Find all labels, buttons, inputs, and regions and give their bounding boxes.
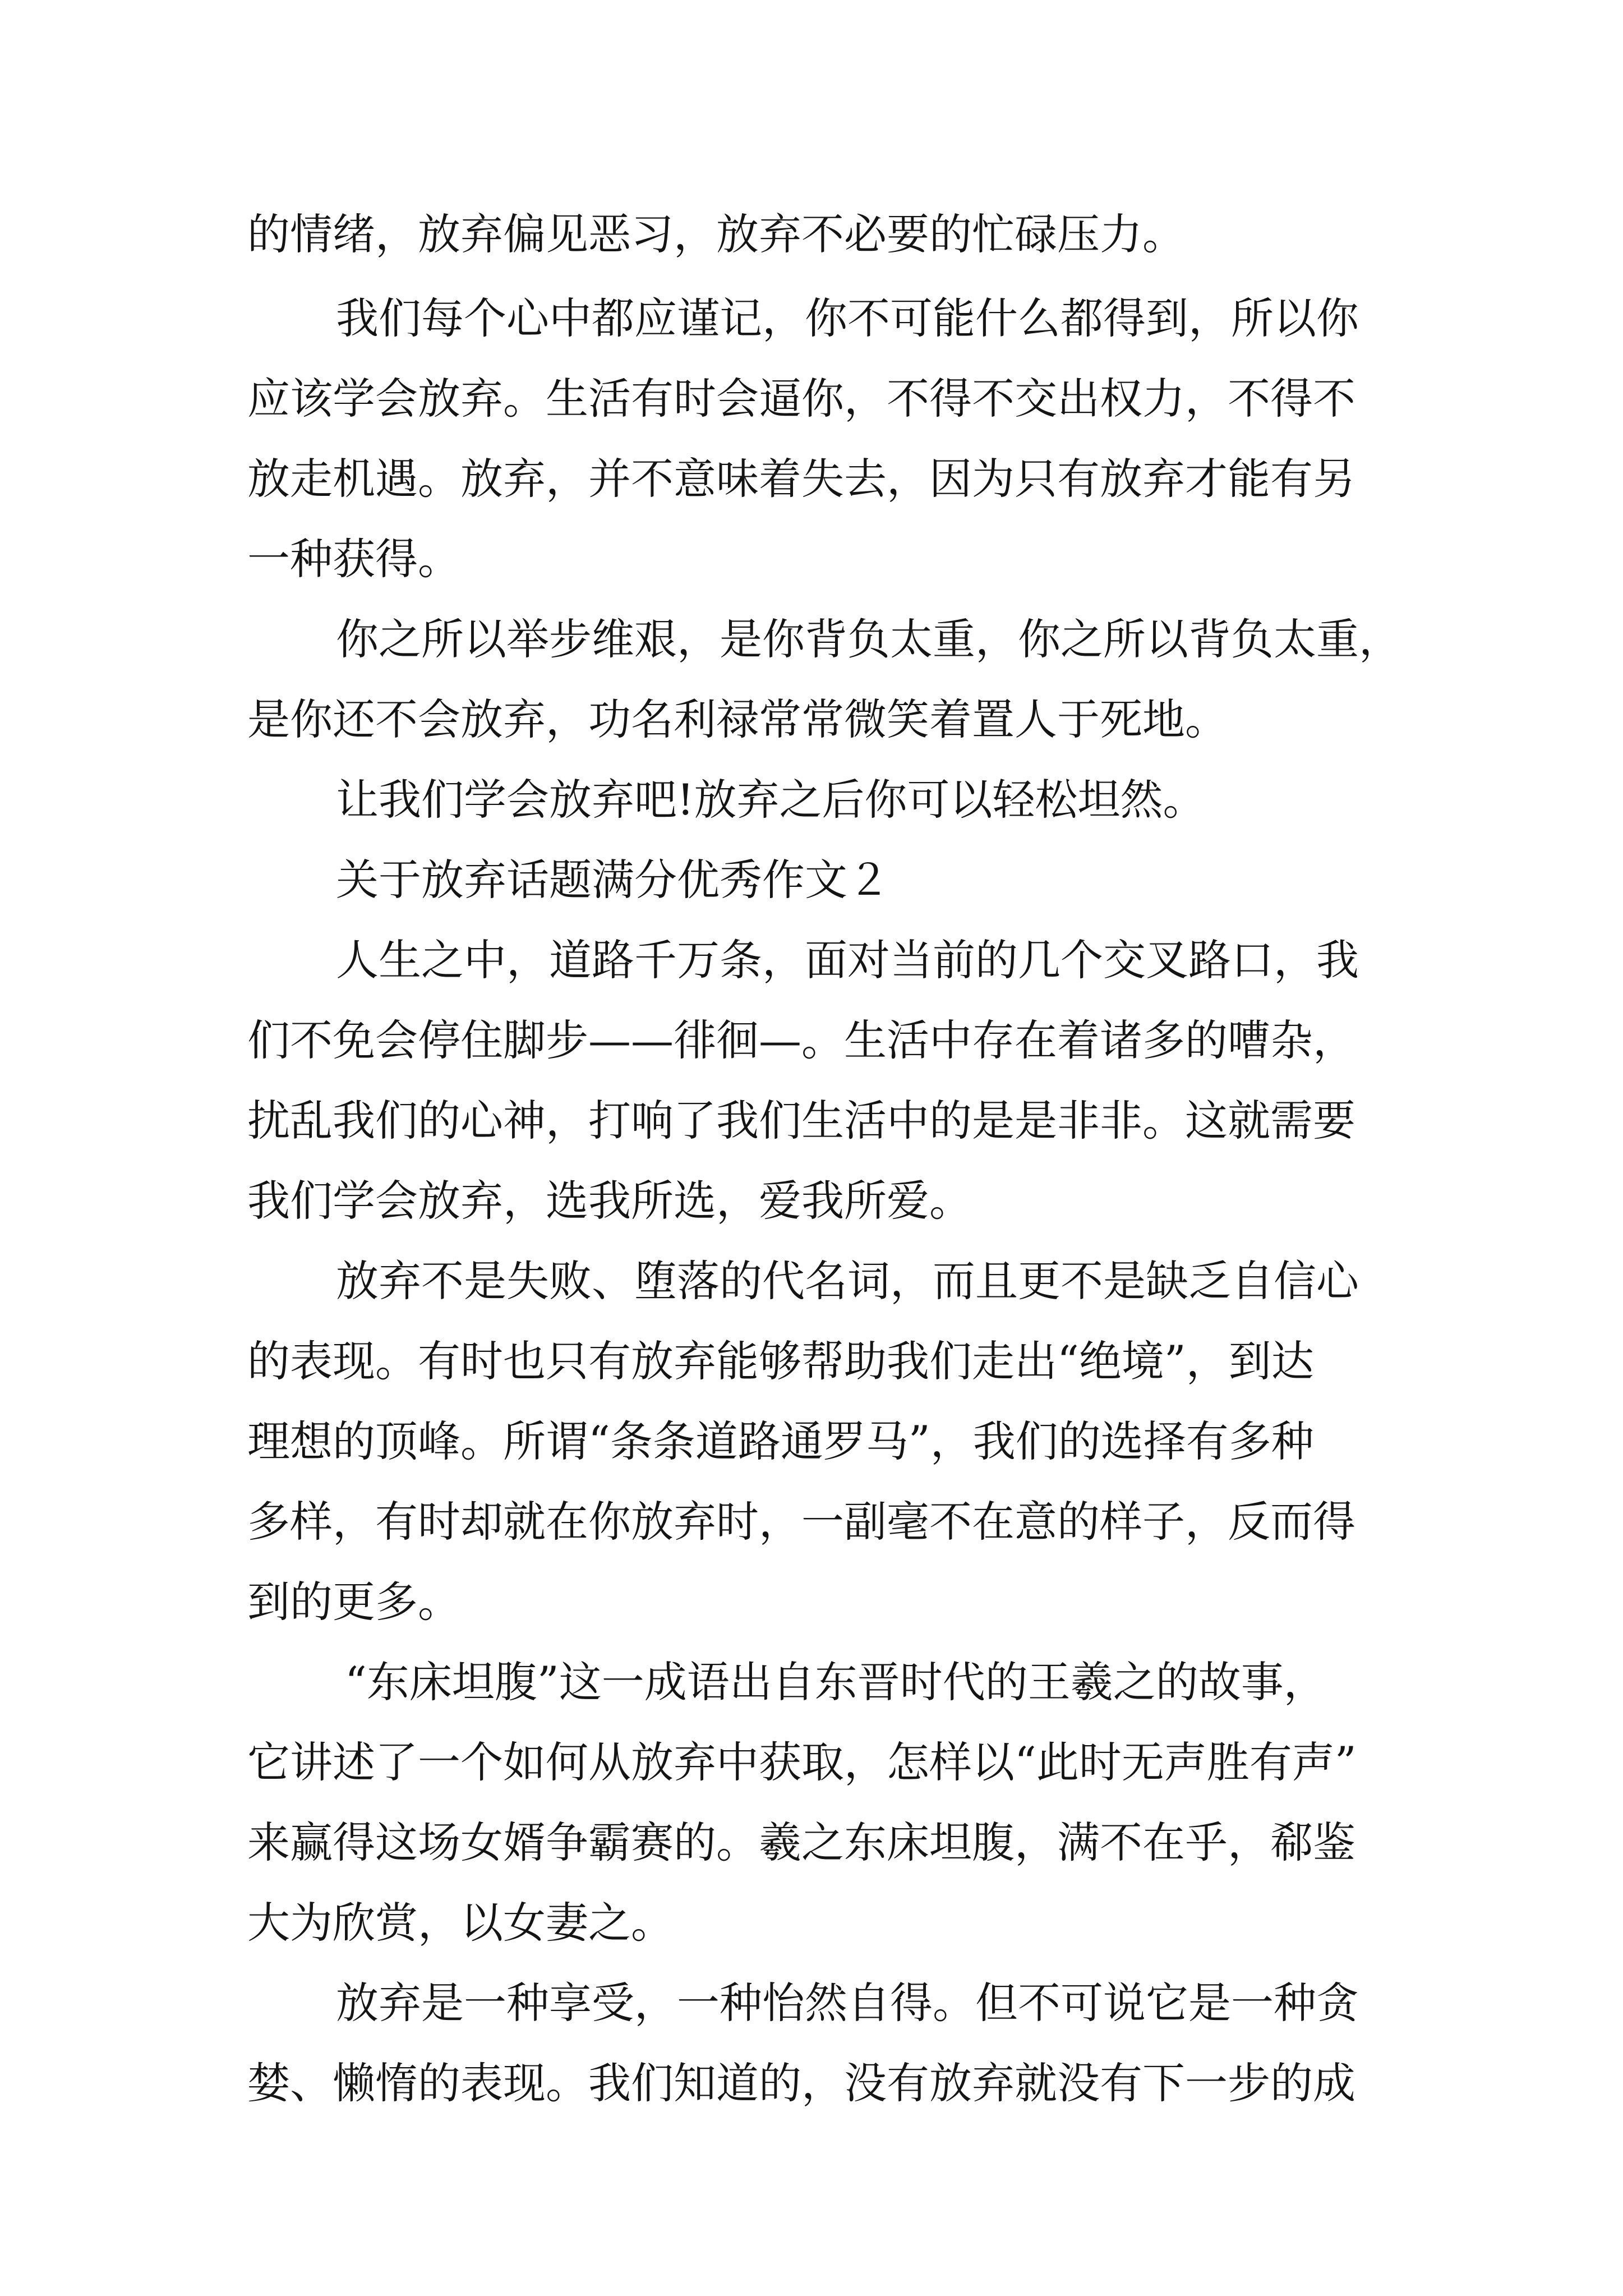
- paragraph-start-line: 你之所以举步维艰，是你背负太重，你之所以背负太重，: [336, 614, 1401, 664]
- paragraph-start-line: 让我们学会放弃吧!放弃之后你可以轻松坦然。: [336, 775, 1206, 825]
- text-line: 多样，有时却就在你放弃时，一副毫不在意的样子，反而得: [247, 1497, 1355, 1547]
- text-line: 扰乱我们的心神，打响了我们生活中的是是非非。这就需要: [247, 1096, 1355, 1145]
- text-line: 婪、懒惰的表现。我们知道的，没有放弃就没有下一步的成: [247, 2058, 1355, 2108]
- text-line: 到的更多。: [247, 1577, 460, 1627]
- text-line: 放走机遇。放弃，并不意味着失去，因为只有放弃才能有另: [247, 454, 1355, 504]
- text-line: 的情绪，放弃偏见恶习，放弃不必要的忙碌压力。: [247, 209, 1185, 259]
- text-line: 应该学会放弃。生活有时会逼你，不得不交出权力，不得不: [247, 374, 1355, 424]
- paragraph-start-line: 放弃是一种享受，一种怡然自得。但不可说它是一种贪: [336, 1978, 1359, 2028]
- paragraph-start-line: 放弃不是失败、堕落的代名词，而且更不是缺乏自信心: [336, 1256, 1359, 1306]
- text-line: 们不免会停住脚步——徘徊—。生活中存在着诸多的嘈杂，: [247, 1015, 1355, 1065]
- paragraph-start-line: 人生之中，道路千万条，面对当前的几个交叉路口，我: [336, 935, 1359, 985]
- section-heading: 关于放弃话题满分优秀作文２: [336, 855, 890, 905]
- paragraph-start-line: 我们每个心中都应谨记，你不可能什么都得到，所以你: [336, 293, 1359, 343]
- paragraph-start-line: “东床坦腹”这一成语出自东晋时代的王羲之的故事，: [345, 1657, 1326, 1707]
- text-line: 一种获得。: [247, 534, 460, 584]
- text-line: 的表现。有时也只有放弃能够帮助我们走出“绝境”，到达: [247, 1336, 1314, 1386]
- text-line: 它讲述了一个如何从放弃中获取，怎样以“此时无声胜有声”: [247, 1737, 1357, 1787]
- text-line: 理想的顶峰。所谓“条条道路通罗马”，我们的选择有多种: [247, 1416, 1314, 1466]
- text-line: 大为欣赏，以女妻之。: [247, 1898, 674, 1948]
- text-line: 我们学会放弃，选我所选，爱我所爱。: [247, 1176, 972, 1226]
- text-line: 来赢得这场女婿争霸赛的。羲之东床坦腹，满不在乎，郗鉴: [247, 1818, 1355, 1867]
- text-line: 是你还不会放弃，功名利禄常常微笑着置人于死地。: [247, 694, 1228, 744]
